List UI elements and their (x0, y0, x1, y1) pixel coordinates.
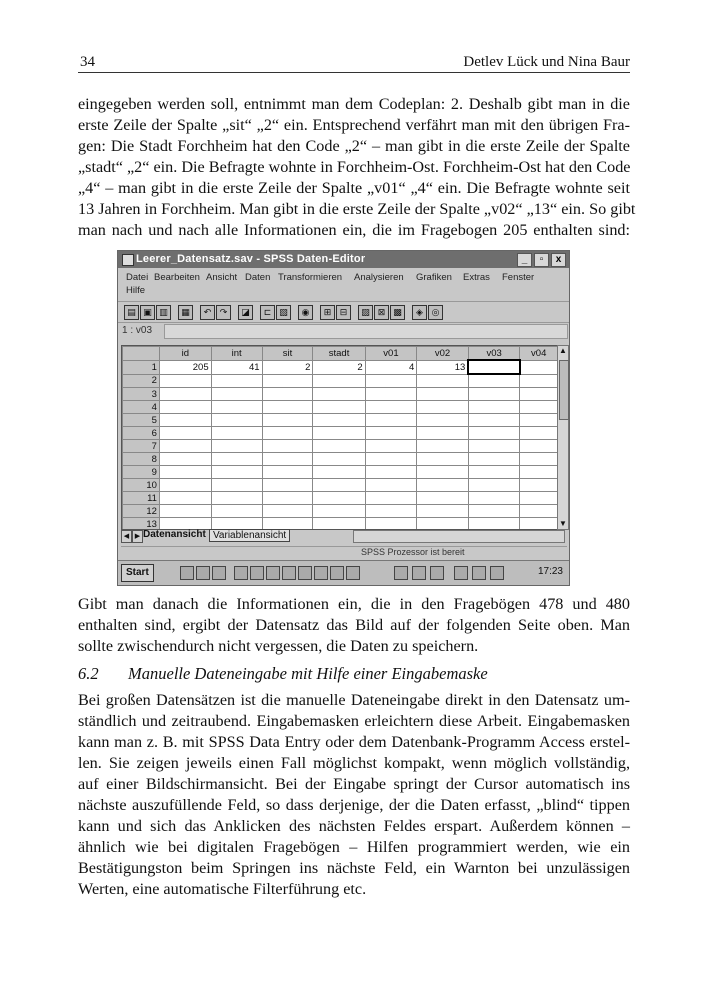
vertical-scrollbar[interactable] (557, 345, 569, 530)
data-cell[interactable] (365, 492, 417, 505)
menu-datei[interactable]: Datei (126, 272, 149, 283)
row-number[interactable]: 9 (123, 466, 160, 479)
data-cell[interactable] (468, 466, 520, 479)
data-cell[interactable] (313, 401, 365, 414)
data-cell[interactable] (211, 388, 262, 401)
menu-transformieren[interactable]: Transformieren (278, 272, 343, 283)
paragraph-section-body (78, 690, 630, 900)
data-cell[interactable] (417, 388, 469, 401)
taskbar-app-icon[interactable] (330, 566, 344, 580)
row-number[interactable]: 13 (123, 518, 160, 531)
data-cell[interactable] (520, 401, 558, 414)
taskbar-app-icon[interactable] (412, 566, 426, 580)
status-bar (121, 546, 567, 559)
data-cell[interactable] (159, 388, 211, 401)
status-text: SPSS Prozessor ist bereit (361, 547, 465, 557)
table-row (123, 479, 558, 492)
cell-editor-field[interactable] (164, 324, 568, 339)
menu-fenster[interactable]: Fenster (502, 272, 535, 283)
cell-reference: 1 : v03 (122, 325, 153, 336)
text-line: man nach und nach alle Informationen ein, die im Fragebogen 205 enthalten sind: (78, 221, 630, 239)
text-line: „4“ – man gibt in die erste Zeile der Spalte „v01“ „4“ ein. Die Befragte wohnte seit (78, 179, 630, 197)
data-cell[interactable] (211, 492, 262, 505)
data-cell[interactable] (365, 427, 417, 440)
tab-variablenansicht[interactable]: Variablenansicht (209, 529, 290, 542)
table-row (123, 388, 558, 401)
taskbar-app-icon[interactable] (346, 566, 360, 580)
taskbar-app-icon[interactable] (298, 566, 312, 580)
data-cell[interactable]: 41 (211, 360, 262, 374)
find-icon[interactable]: ◉ (298, 305, 313, 320)
data-cell[interactable] (417, 453, 469, 466)
text-line: kann und sich das Anklicken des nächsten Feldes erspart. Außerdem können – (78, 817, 630, 835)
data-cell[interactable] (520, 374, 558, 388)
row-number[interactable]: 10 (123, 479, 160, 492)
toolbar (118, 301, 569, 323)
data-cell[interactable] (211, 374, 262, 388)
data-cell[interactable] (159, 453, 211, 466)
text-line: ähnlich wie bei digitalen Fragebögen – Hilfen programmiert werden, wie ein (78, 838, 630, 856)
data-cell[interactable] (159, 374, 211, 388)
data-cell[interactable] (365, 505, 417, 518)
page-header (78, 52, 630, 73)
data-cell[interactable] (468, 505, 520, 518)
data-cell[interactable] (313, 388, 365, 401)
data-cell[interactable] (365, 388, 417, 401)
text-line: eingegeben werden soll, entnimmt man dem Codeplan: 2. Deshalb gibt man in die (78, 95, 630, 113)
text-line: Bestätigungston beim Springen ins nächste Feld, ein Warnton bei unzulässigen (78, 859, 630, 877)
table-row (123, 466, 558, 479)
text-line: sollte zwischendurch nicht vergessen, die Daten zu speichern. (78, 637, 479, 655)
column-header-row (123, 347, 558, 361)
undo-icon[interactable]: ↶ (200, 305, 215, 320)
value-labels-icon[interactable]: ◈ (412, 305, 427, 320)
data-cell[interactable] (159, 414, 211, 427)
text-line: len. Sie zeigen jeweils einen Fall möglichst kompakt, wenn möglich vollständig, (78, 754, 630, 772)
dialog-recall-icon[interactable]: ▦ (178, 305, 193, 320)
paragraph-intro (78, 94, 636, 241)
data-cell[interactable] (365, 440, 417, 453)
data-cell[interactable] (468, 492, 520, 505)
open-icon[interactable]: ▤ (124, 305, 139, 320)
data-cell[interactable] (520, 360, 558, 374)
data-cell[interactable] (313, 374, 365, 388)
data-cell[interactable] (468, 374, 520, 388)
paragraph-after-screenshot (78, 594, 630, 657)
row-number[interactable]: 7 (123, 440, 160, 453)
text-line: kann man z. B. mit SPSS Data Entry oder dem Datenbank-Programm Access erstel- (78, 733, 630, 751)
data-cell[interactable] (417, 374, 469, 388)
data-cell[interactable] (520, 479, 558, 492)
page-number: 34 (80, 54, 95, 70)
goto-case-icon[interactable]: ⊏ (260, 305, 275, 320)
data-cell[interactable] (468, 388, 520, 401)
menu-ansicht[interactable]: Ansicht (206, 272, 238, 283)
taskbar-app-icon[interactable] (234, 566, 248, 580)
menu-extras[interactable]: Extras (463, 272, 490, 283)
column-header[interactable]: sit (262, 347, 313, 361)
row-number[interactable]: 3 (123, 388, 160, 401)
data-cell[interactable] (520, 414, 558, 427)
menu-hilfe[interactable]: Hilfe (126, 285, 146, 296)
data-cell[interactable] (211, 505, 262, 518)
data-cell[interactable] (313, 414, 365, 427)
selected-cell[interactable] (468, 360, 520, 374)
row-number[interactable]: 11 (123, 492, 160, 505)
window-titlebar (118, 251, 569, 268)
data-cell[interactable] (211, 401, 262, 414)
text-line: „stadt“ „2“ ein. Die Befragte wohnte in Forchheim-Ost. Forchheim-Ost hat den Code (78, 158, 631, 176)
text-line: 13 Jahren in Forchheim. Man gibt in die erste Zeile der Spalte „v02“ „13“ ein. So gibt (78, 200, 636, 218)
sheet-tabs (121, 529, 567, 543)
column-header[interactable]: v04 (520, 347, 558, 361)
data-cell[interactable] (211, 453, 262, 466)
data-cell[interactable] (365, 466, 417, 479)
data-cell[interactable] (313, 505, 365, 518)
data-cell[interactable]: 2 (313, 360, 365, 374)
weight-cases-icon[interactable]: ⊠ (374, 305, 389, 320)
text-line: auf einer Bildschirmansicht. Bei der Eingabe springt der Cursor automatisch ins (78, 775, 630, 793)
data-cell[interactable] (520, 388, 558, 401)
column-header[interactable]: int (211, 347, 262, 361)
quicklaunch-icon[interactable] (196, 566, 210, 580)
taskbar-app-icon[interactable] (266, 566, 280, 580)
data-cell[interactable] (159, 505, 211, 518)
data-cell[interactable] (211, 427, 262, 440)
data-cell[interactable] (159, 492, 211, 505)
data-cell[interactable] (365, 479, 417, 492)
data-cell[interactable] (313, 440, 365, 453)
column-header[interactable]: v03 (468, 347, 520, 361)
data-cell[interactable] (520, 505, 558, 518)
goto-chart-icon[interactable]: ◪ (238, 305, 253, 320)
data-cell[interactable] (417, 440, 469, 453)
tab-next-icon[interactable]: ▶ (132, 530, 143, 543)
data-cell[interactable] (313, 453, 365, 466)
app-icon (122, 254, 134, 266)
text-line: Werten, eine automatische Filterführung etc. (78, 880, 367, 898)
tab-prev-icon[interactable]: ◀ (121, 530, 132, 543)
data-cell[interactable] (262, 374, 313, 388)
tab-datenansicht[interactable]: Datenansicht (143, 529, 206, 540)
data-cell[interactable] (468, 401, 520, 414)
data-cell[interactable] (262, 505, 313, 518)
table-row (123, 374, 558, 388)
data-cell[interactable] (211, 479, 262, 492)
scrollbar-thumb[interactable] (559, 360, 569, 420)
scroll-down-icon[interactable]: ▼ (559, 519, 567, 528)
tray-speaker-icon[interactable] (454, 566, 468, 580)
row-number[interactable]: 5 (123, 414, 160, 427)
table-row (123, 401, 558, 414)
data-cell[interactable] (211, 440, 262, 453)
use-sets-icon[interactable]: ◎ (428, 305, 443, 320)
data-cell[interactable] (313, 492, 365, 505)
select-cases-icon[interactable]: ▩ (390, 305, 405, 320)
tray-icon[interactable] (490, 566, 504, 580)
row-number[interactable]: 6 (123, 427, 160, 440)
data-cell[interactable] (159, 479, 211, 492)
tray-icon[interactable] (472, 566, 486, 580)
data-cell[interactable] (262, 440, 313, 453)
section-title: Manuelle Dateneingabe mit Hilfe einer Eingabemaske (128, 664, 488, 683)
data-cell[interactable] (365, 401, 417, 414)
data-cell[interactable] (262, 479, 313, 492)
column-header[interactable]: v01 (365, 347, 417, 361)
column-header[interactable]: v02 (417, 347, 469, 361)
data-cell[interactable] (468, 414, 520, 427)
text-line: ständlich und zeitraubend. Eingabemasken erleichtern diese Arbeit. Eingabemasken (78, 712, 630, 730)
taskbar-app-icon[interactable] (314, 566, 328, 580)
data-cell[interactable] (365, 453, 417, 466)
menu-analysieren[interactable]: Analysieren (354, 272, 404, 283)
section-number: 6.2 (78, 664, 99, 683)
windows-taskbar (118, 560, 569, 585)
corner-cell (123, 347, 160, 361)
data-cell[interactable]: 4 (365, 360, 417, 374)
text-line: enthalten sind, ergibt der Datensatz das Bild auf der folgenden Seite oben. Man (78, 616, 630, 634)
menu-bearbeiten[interactable]: Bearbeiten (154, 272, 200, 283)
table-row (123, 492, 558, 505)
taskbar-clock: 17:23 (537, 566, 563, 577)
data-cell[interactable] (468, 427, 520, 440)
close-button[interactable]: x (551, 253, 566, 267)
taskbar-app-icon[interactable] (250, 566, 264, 580)
data-cell[interactable] (159, 466, 211, 479)
row-number[interactable]: 8 (123, 453, 160, 466)
data-cell[interactable] (520, 466, 558, 479)
data-cell[interactable] (417, 479, 469, 492)
data-cell[interactable] (262, 401, 313, 414)
row-number[interactable]: 1 (123, 360, 160, 374)
redo-icon[interactable]: ↷ (216, 305, 231, 320)
data-cell[interactable] (313, 466, 365, 479)
section-heading (78, 664, 488, 684)
data-cell[interactable] (211, 414, 262, 427)
data-cell[interactable] (262, 414, 313, 427)
data-cell[interactable] (417, 414, 469, 427)
quicklaunch-icon[interactable] (180, 566, 194, 580)
menu-grafiken[interactable]: Grafiken (416, 272, 452, 283)
data-grid (121, 345, 559, 530)
table-row (123, 427, 558, 440)
table-row (123, 414, 558, 427)
text-line: Bei großen Datensätzen ist die manuelle Dateneingabe direkt in den Datensatz um- (78, 691, 630, 709)
data-cell[interactable] (262, 492, 313, 505)
data-cell[interactable]: 2 (262, 360, 313, 374)
data-cell[interactable] (468, 453, 520, 466)
column-header[interactable]: stadt (313, 347, 365, 361)
row-number[interactable]: 4 (123, 401, 160, 414)
data-cell[interactable] (417, 466, 469, 479)
table-row (123, 440, 558, 453)
variables-icon[interactable]: ▧ (276, 305, 291, 320)
data-cell[interactable] (262, 453, 313, 466)
data-cell[interactable]: 205 (159, 360, 211, 374)
taskbar-app-icon[interactable] (282, 566, 296, 580)
table-row (123, 505, 558, 518)
save-icon[interactable]: ▣ (140, 305, 155, 320)
quicklaunch-icon[interactable] (212, 566, 226, 580)
data-cell[interactable] (365, 374, 417, 388)
row-number[interactable]: 2 (123, 374, 160, 388)
horizontal-scrollbar[interactable] (353, 530, 565, 543)
insert-case-icon[interactable]: ⊞ (320, 305, 335, 320)
menu-bar (118, 269, 569, 299)
data-cell[interactable] (417, 492, 469, 505)
column-header[interactable]: id (159, 347, 211, 361)
print-icon[interactable]: ▥ (156, 305, 171, 320)
data-cell[interactable] (262, 388, 313, 401)
data-cell[interactable] (159, 427, 211, 440)
row-number[interactable]: 12 (123, 505, 160, 518)
split-file-icon[interactable]: ▨ (358, 305, 373, 320)
maximize-button[interactable]: ▫ (534, 253, 549, 267)
data-cell[interactable] (262, 427, 313, 440)
taskbar-app-icon[interactable] (430, 566, 444, 580)
insert-variable-icon[interactable]: ⊟ (336, 305, 351, 320)
text-line: Gibt man danach die Informationen ein, die in den Fragebögen 478 und 480 (78, 595, 630, 613)
data-cell[interactable] (417, 401, 469, 414)
data-cell[interactable] (520, 427, 558, 440)
data-cell[interactable] (159, 440, 211, 453)
data-cell[interactable] (262, 466, 313, 479)
data-cell[interactable] (520, 492, 558, 505)
data-cell[interactable] (159, 401, 211, 414)
data-cell[interactable] (468, 440, 520, 453)
running-head-authors: Detlev Lück und Nina Baur (463, 54, 630, 70)
data-cell[interactable] (365, 414, 417, 427)
text-line: gen: Die Stadt Forchheim hat den Code „2“ – man gibt in die erste Zeile der Spalte (78, 137, 630, 155)
start-button[interactable]: Start (121, 564, 154, 582)
data-cell[interactable] (417, 505, 469, 518)
table-row (123, 360, 558, 374)
minimize-button[interactable]: _ (517, 253, 532, 267)
data-cell[interactable] (417, 427, 469, 440)
window-title: Leerer_Datensatz.sav - SPSS Daten-Editor (136, 253, 366, 265)
scroll-up-icon[interactable]: ▲ (559, 346, 567, 355)
data-cell[interactable] (313, 427, 365, 440)
menu-daten[interactable]: Daten (245, 272, 271, 283)
data-cell[interactable] (468, 479, 520, 492)
data-cell[interactable] (520, 453, 558, 466)
data-cell[interactable] (520, 440, 558, 453)
taskbar-app-icon[interactable] (394, 566, 408, 580)
spss-screenshot (117, 250, 570, 586)
data-cell[interactable] (313, 479, 365, 492)
table-row (123, 453, 558, 466)
text-line: nächste auszufüllende Feld, so dass derjenige, der die Daten erfasst, „blind“ tippen (78, 796, 630, 814)
text-line: erste Zeile der Spalte „sit“ „2“ ein. Entsprechend verfährt man mit den übrigen Fra- (78, 116, 630, 134)
data-cell[interactable] (211, 466, 262, 479)
data-cell[interactable]: 13 (417, 360, 469, 374)
